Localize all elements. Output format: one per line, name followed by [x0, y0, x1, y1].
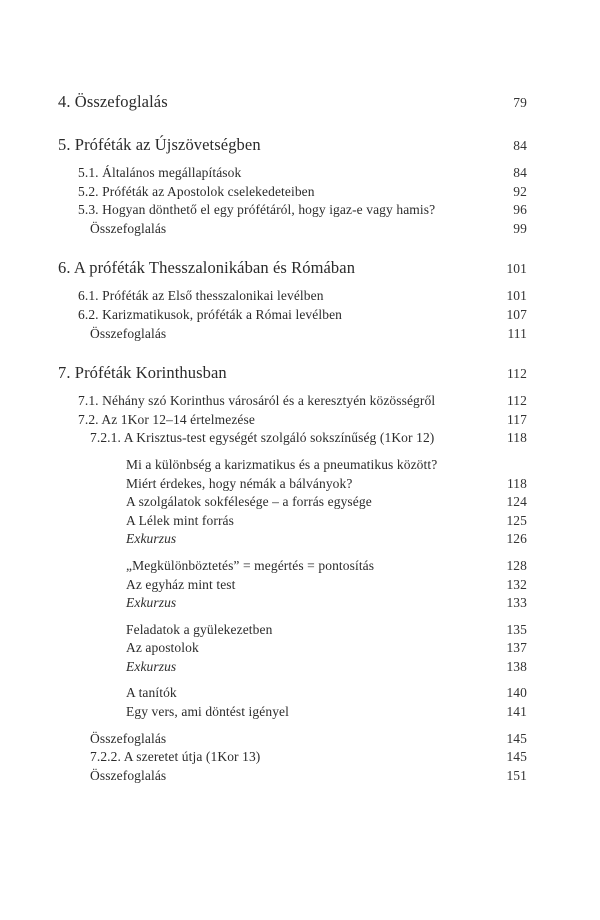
toc-entry-title: Miért érdekes, hogy némák a bálványok?: [126, 475, 353, 491]
toc-entry-page: 126: [506, 531, 527, 547]
toc-row: [0, 90, 600, 115]
toc-row: [0, 256, 600, 281]
toc-entry-title: 5. Próféták az Újszövetségben: [58, 135, 261, 154]
toc-entry-title: Összefoglalás: [90, 730, 167, 746]
toc-entry-page: 84: [513, 138, 527, 153]
toc-row: [0, 658, 600, 677]
toc-entry-page: 84: [513, 165, 527, 180]
toc-row: [0, 475, 600, 494]
toc-entry-page: 145: [506, 730, 527, 746]
toc-entry-title: A Lélek mint forrás: [126, 512, 234, 528]
toc-entry-page: 118: [506, 430, 527, 446]
toc-entry-page: 112: [506, 393, 527, 409]
toc-row: [0, 411, 600, 430]
toc-row: [0, 748, 600, 767]
toc-row: [0, 164, 600, 183]
toc-entry-title: Mi a különbség a karizmatikus és a pneumatikus között?: [126, 456, 438, 472]
toc-row: [0, 429, 600, 448]
toc-entry-page: 101: [506, 261, 527, 277]
toc-row: [0, 767, 600, 786]
toc-row: [0, 557, 600, 576]
toc-entry-title: „Megkülönböztetés” = megértés = pontosítás: [126, 557, 375, 573]
toc-row: [0, 133, 600, 158]
toc-entry-title: Összefoglalás: [90, 220, 167, 236]
toc-entry-title: Exkurzus: [126, 595, 177, 611]
toc-entry-page: 96: [513, 202, 527, 218]
toc-row: [0, 361, 600, 386]
toc-entry-title: Feladatok a gyülekezetben: [126, 621, 273, 637]
toc-row: [0, 594, 600, 613]
toc-entry-title: Összefoglalás: [90, 325, 167, 341]
toc-entry-title: A szolgálatok sokfélesége – a forrás egysége: [126, 494, 372, 510]
toc-row: [0, 306, 600, 325]
toc-entry-page: 135: [506, 621, 527, 637]
toc-entry-page: 140: [506, 685, 527, 701]
toc-entry-title: 7. Próféták Korinthusban: [58, 363, 227, 383]
toc-row: [0, 639, 600, 658]
toc-entry-page: 133: [506, 595, 527, 611]
toc-row: [0, 493, 600, 512]
toc-row: [0, 287, 600, 306]
toc-entry-title: 7.2. Az 1Kor 12–14 értelmezése: [78, 411, 255, 427]
toc-entry-page: 151: [506, 767, 527, 783]
toc-row: [0, 621, 600, 640]
toc-entry-title: Exkurzus: [126, 531, 177, 547]
toc-entry-page: 118: [506, 475, 527, 491]
toc-entry-title: 6.1. Próféták az Első thesszalonikai levélben: [78, 288, 324, 304]
toc-row: [0, 325, 600, 344]
toc-entry-page: 92: [513, 183, 527, 199]
toc-entry-title: A tanítók: [126, 685, 177, 701]
toc-entry-title: Az egyház mint test: [126, 576, 236, 592]
toc-row: [0, 703, 600, 722]
toc-entry-page: 107: [506, 306, 527, 322]
toc-entry-title: 7.2.1. A Krisztus-test egységét szolgáló sokszínűség (1Kor 12): [90, 430, 435, 446]
toc-row: [0, 684, 600, 703]
toc-entry-title: 5.3. Hogyan dönthető el egy prófétáról, hogy igaz-e vagy hamis?: [78, 202, 436, 218]
toc-entry-title: Az apostolok: [126, 640, 199, 656]
toc-entry-page: 124: [506, 494, 527, 510]
toc-entry-page: 125: [506, 512, 527, 528]
toc-entry-page: 117: [506, 411, 527, 427]
toc-entry-page: 145: [506, 749, 527, 765]
toc-row: [0, 220, 600, 239]
toc-entry-page: 132: [506, 576, 527, 592]
toc-row: [0, 392, 600, 411]
toc-row: [0, 530, 600, 549]
toc-row: [0, 730, 600, 749]
toc-row: [0, 183, 600, 202]
toc-row: [0, 576, 600, 595]
toc-entry-title: 7.1. Néhány szó Korinthus városáról és a keresztyén közösségről: [78, 393, 436, 409]
toc-entry-title: Exkurzus: [126, 658, 177, 674]
toc-entry-page: 138: [506, 658, 527, 674]
toc-entry-title: 4. Összefoglalás: [58, 92, 168, 111]
toc-entry-page: 112: [506, 366, 527, 382]
toc-entry-page: 111: [507, 325, 527, 341]
toc-entry-page: 101: [506, 288, 527, 304]
toc-entry-title: 5.2. Próféták az Apostolok cselekedeteiben: [78, 183, 315, 199]
toc-entry-title: Összefoglalás: [90, 767, 167, 783]
toc-row: [0, 201, 600, 220]
toc-entry-title: 7.2.2. A szeretet útja (1Kor 13): [90, 749, 261, 765]
toc-row: [0, 512, 600, 531]
toc-entry-page: 137: [506, 640, 527, 656]
toc-entry-title: Egy vers, ami döntést igényel: [126, 704, 289, 720]
toc-entry-page: 128: [506, 557, 527, 573]
toc-entry-page: 99: [513, 220, 527, 236]
toc-entry-page: 141: [506, 704, 527, 720]
toc-entry-title: 5.1. Általános megállapítások: [78, 165, 242, 180]
toc-entry-title: 6. A próféták Thesszalonikában és Rómában: [58, 258, 356, 278]
toc-entry-title: 6.2. Karizmatikusok, próféták a Római levélben: [78, 306, 343, 322]
toc-entry-page: 79: [513, 95, 527, 110]
toc-row: [0, 456, 600, 475]
